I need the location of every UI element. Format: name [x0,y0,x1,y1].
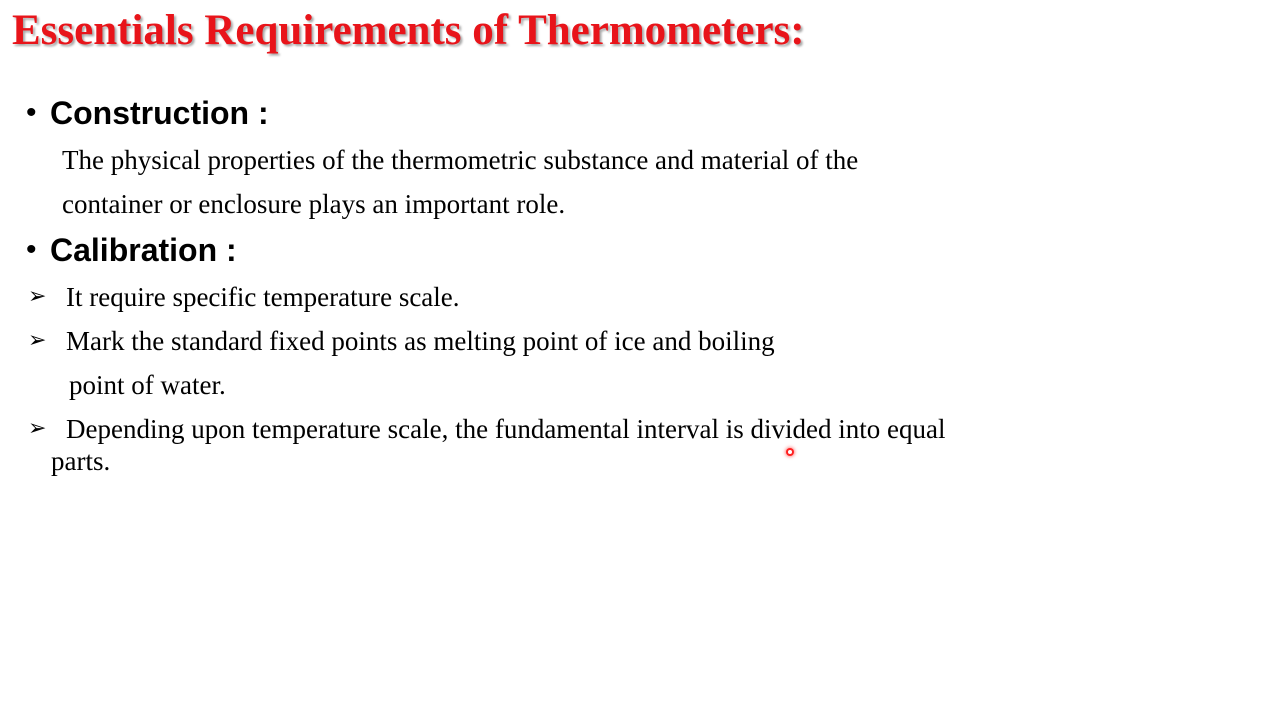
construction-body-line-1: The physical properties of the thermometric substance and material of the [62,145,859,175]
slide-title: Essentials Requirements of Thermometers: [12,7,805,54]
calibration-point-3-line-2: parts. [51,446,111,476]
calibration-point-2-line-2: point of water. [69,370,226,400]
arrow-bullet-icon: ➢ [28,284,47,309]
construction-heading: Construction : [50,95,269,131]
calibration-point-2-line-1: Mark the standard fixed points as melting point of ice and boiling [66,326,775,356]
calibration-bullet: • [26,233,37,266]
calibration-heading: Calibration : [50,232,237,268]
construction-bullet: • [26,96,37,129]
construction-body-line-2: container or enclosure plays an important role. [62,189,566,219]
calibration-point-3-line-1: Depending upon temperature scale, the fundamental interval is divided into equal [66,414,946,444]
calibration-point-1: It require specific temperature scale. [66,282,460,312]
arrow-bullet-icon: ➢ [28,328,47,353]
arrow-bullet-icon: ➢ [28,416,47,441]
laser-pointer-icon [786,448,794,456]
